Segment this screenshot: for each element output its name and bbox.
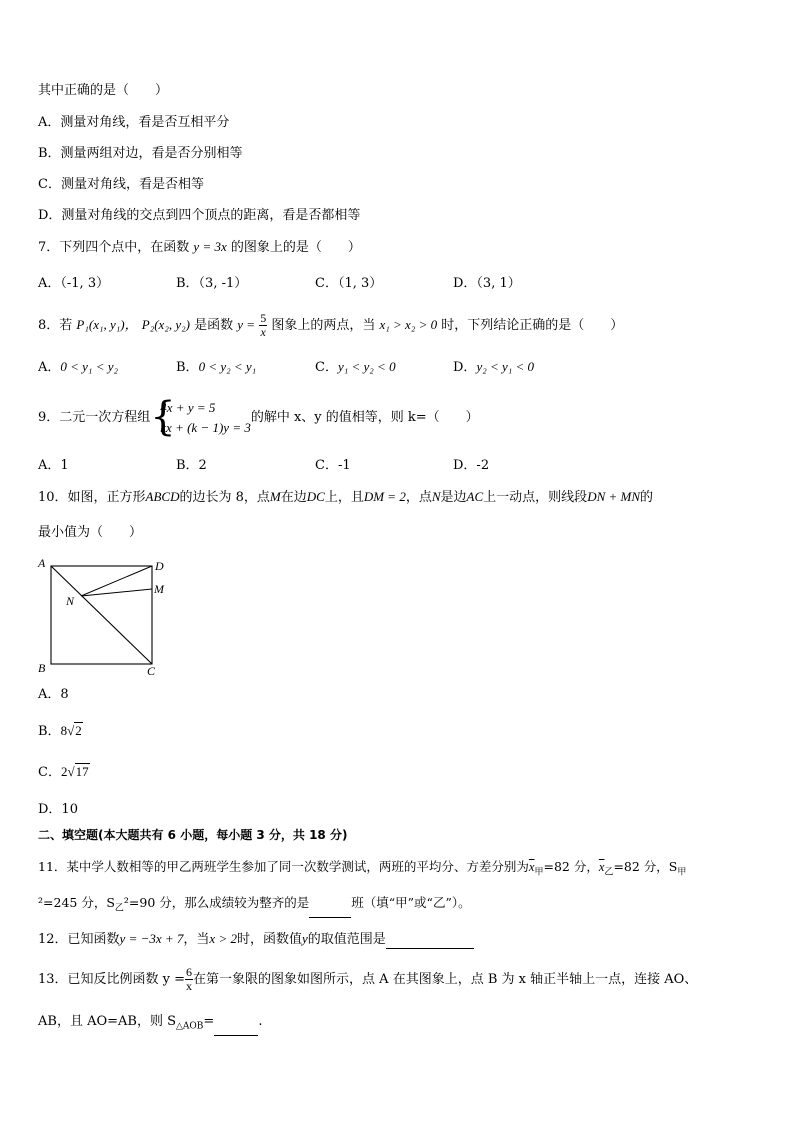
q10-t6: 上一动点，则线段 — [483, 490, 588, 505]
q11-s-yi-sub: 乙 — [114, 903, 124, 914]
q8-b-expr: 0 < y₂ < y₁ — [198, 359, 257, 374]
q13-pre: 13．已知反比例函数 y = — [38, 972, 186, 987]
q11-xbar-jia: $\overline{x}$ — [528, 860, 535, 874]
q13-post: 在第一象限的图象如图所示，点 A 在其图象上，点 B 为 x 轴正半轴上一点，连接 AO、 — [193, 972, 698, 987]
q6-option-b[interactable]: B．测量两组对边，看是否分别相等 — [38, 146, 243, 161]
q11-xbar-yi: $\overline{x}$ — [598, 860, 605, 874]
label-d: D — [155, 559, 164, 573]
q7-stem — [38, 238, 361, 257]
q10-b-rad: 2 — [75, 723, 82, 738]
q11-yi-sub: 乙 — [604, 867, 614, 878]
q11-s-jia-sub: 甲 — [677, 867, 687, 878]
q9-equation-system — [150, 393, 251, 440]
q10-dc: DC — [306, 489, 325, 504]
q10-b-label: B． — [38, 724, 61, 739]
q6-stem: 其中正确的是（ ） — [38, 83, 169, 98]
q13-line2-post: = — [203, 1014, 215, 1029]
segment-nm — [81, 589, 152, 596]
q7-func: y = 3x — [193, 239, 227, 254]
q12-answer-blank[interactable] — [386, 934, 474, 949]
q11-answer-blank[interactable] — [309, 903, 351, 918]
q10-c-expr: 2√17 — [60, 764, 89, 779]
q9-option-c[interactable]: C．-1 — [315, 458, 351, 473]
q8-pre: 8．若 — [38, 318, 73, 333]
q10-t2: 在边 — [280, 490, 307, 505]
q12-func: y = −3x + 7 — [119, 931, 184, 946]
q7-post: 的图象上的是（ ） — [230, 240, 361, 255]
q11-eq82b: =82 分，S — [613, 859, 678, 874]
q12-cond: x > 2 — [209, 931, 237, 946]
q9-eq1: 4x + y = 5 — [160, 399, 216, 415]
q7-option-a[interactable]: A．（-1, 3） — [38, 276, 110, 291]
q11-pre: 11．某中学人数相等的甲乙两班学生参加了同一次数学测试，两班的平均分、方差分别为 — [38, 859, 529, 874]
q8-frac-num: 5 — [260, 311, 267, 325]
q10-t1: 的边长为 8，点 — [179, 490, 270, 505]
q9-post: 的解中 x、y 的值相等，则 k=（ ） — [250, 410, 479, 425]
q10-option-c[interactable] — [38, 763, 90, 782]
label-n: N — [66, 594, 75, 608]
q10-b-coef: 8 — [60, 723, 68, 738]
q6-option-c[interactable]: C．测量对角线，看是否相等 — [38, 177, 204, 192]
label-m: M — [154, 582, 164, 596]
q10-option-b[interactable] — [38, 722, 83, 741]
q9-stem — [38, 393, 479, 440]
q9-eq2: kx + (k − 1)y = 3 — [160, 419, 251, 435]
q9-option-d[interactable]: D．-2 — [453, 458, 490, 473]
q8-post: 时，下列结论正确的是（ ） — [441, 318, 624, 333]
q10-t3: 上，且 — [324, 490, 364, 505]
q10-n: N — [431, 489, 441, 504]
q6-option-a[interactable]: A．测量对角线，看是否互相平分 — [38, 115, 230, 130]
q7-option-d[interactable]: D．（3, 1） — [453, 276, 521, 291]
label-b: B — [38, 661, 46, 675]
q12-post: 的取值范围是 — [307, 932, 386, 947]
q8-c-label: C． — [315, 360, 338, 375]
q8-a-expr: 0 < y₁ < y₂ — [60, 359, 119, 374]
q8-a-label: A． — [38, 360, 61, 375]
q12-stem — [38, 930, 474, 949]
q11-line2-b: ²=90 分，那么成绩较为整齐的是 — [123, 895, 310, 910]
q10-t7: 的 — [640, 490, 654, 505]
q9-option-b[interactable]: B．2 — [176, 458, 207, 473]
q8-d-expr: y₂ < y₁ < 0 — [476, 359, 535, 374]
q10-stem — [38, 488, 653, 507]
q8-frac-den: x — [260, 325, 266, 339]
q11-jia-sub: 甲 — [534, 867, 544, 878]
q12-mid: ，当 — [183, 932, 210, 947]
q10-c-coef: 2 — [60, 764, 68, 779]
q8-option-c[interactable] — [315, 358, 396, 377]
q11-eq82a: =82 分， — [543, 859, 599, 874]
q8-p1: P₁(x₁, y₁)， — [76, 317, 138, 332]
q10-c-label: C． — [38, 765, 61, 780]
q10-figure — [30, 552, 180, 682]
q13-area-sub: △AOB — [176, 1021, 204, 1032]
q10-b-expr: 8√2 — [60, 723, 82, 738]
q13-line2-pre: AB，且 AO=AB，则 S — [38, 1014, 176, 1029]
q10-stem-line2: 最小值为（ ） — [38, 525, 143, 540]
q13-frac-den: x — [186, 979, 193, 993]
q13-stem — [38, 965, 697, 995]
q13-fraction — [185, 966, 193, 993]
label-c: C — [147, 664, 156, 678]
q6-option-d[interactable]: D．测量对角线的交点到四个顶点的距离，看是否都相等 — [38, 208, 361, 223]
q9-option-a[interactable]: A．1 — [38, 458, 69, 473]
q8-option-d[interactable] — [453, 358, 534, 377]
q8-fraction — [259, 312, 267, 339]
q8-option-b[interactable] — [176, 358, 256, 377]
q12-y: y — [301, 931, 308, 946]
q10-square-name: ABCD — [145, 489, 180, 504]
q10-dm: DM = 2 — [363, 489, 406, 504]
q8-d-label: D． — [453, 360, 477, 375]
q10-t4: ，点 — [405, 490, 432, 505]
q11-line1 — [38, 858, 686, 882]
q13-answer-blank[interactable] — [214, 1021, 258, 1036]
q13-end: . — [258, 1014, 263, 1029]
q7-option-c[interactable]: C．（1, 3） — [315, 276, 383, 291]
q13-line2 — [38, 1013, 262, 1036]
q10-c-rad: 17 — [75, 764, 89, 779]
q10-option-a[interactable]: A．8 — [38, 687, 69, 702]
q8-c-expr: y₁ < y₂ < 0 — [337, 359, 396, 374]
q8-mid2: 图象上的两点，当 — [271, 318, 376, 333]
q11-line2 — [38, 894, 471, 918]
q8-stem — [38, 312, 623, 339]
section-fill-in-title: 二、填空题(本大题共有 6 小题，每小题 3 分，共 18 分) — [38, 828, 348, 842]
q7-option-b[interactable]: B．（3, -1） — [176, 276, 248, 291]
q12-pre: 12．已知函数 — [38, 932, 120, 947]
q7-pre: 7．下列四个点中，在函数 — [38, 240, 190, 255]
q10-expr: DN + MN — [587, 489, 641, 504]
q10-t5: 是边 — [440, 490, 467, 505]
q13-frac-num: 6 — [186, 965, 193, 979]
q12-mid2: 时，函数值 — [236, 932, 302, 947]
brace-icon: { — [150, 393, 176, 440]
q8-b-label: B． — [176, 360, 199, 375]
segment-nd — [81, 566, 152, 596]
q10-pre: 10．如图，正方形 — [38, 490, 146, 505]
q8-cond: x₁ > x₂ > 0 — [379, 317, 438, 332]
q8-y-eq: y = — [237, 317, 256, 332]
q9-pre: 9．二元一次方程组 — [38, 410, 151, 425]
q10-m: M — [269, 489, 281, 504]
diagonal-ac — [51, 566, 152, 664]
q8-option-a[interactable] — [38, 358, 118, 377]
q10-ac: AC — [466, 489, 484, 504]
q11-line2-a: ²=245 分，S — [38, 895, 115, 910]
label-a: A — [38, 556, 46, 570]
q8-p2: P₂(x₂, y₂) — [141, 317, 190, 332]
q11-line2-c: 班（填“甲”或“乙”）。 — [351, 895, 471, 910]
q8-mid: 是函数 — [194, 318, 234, 333]
q10-option-d[interactable]: D．10 — [38, 802, 78, 817]
